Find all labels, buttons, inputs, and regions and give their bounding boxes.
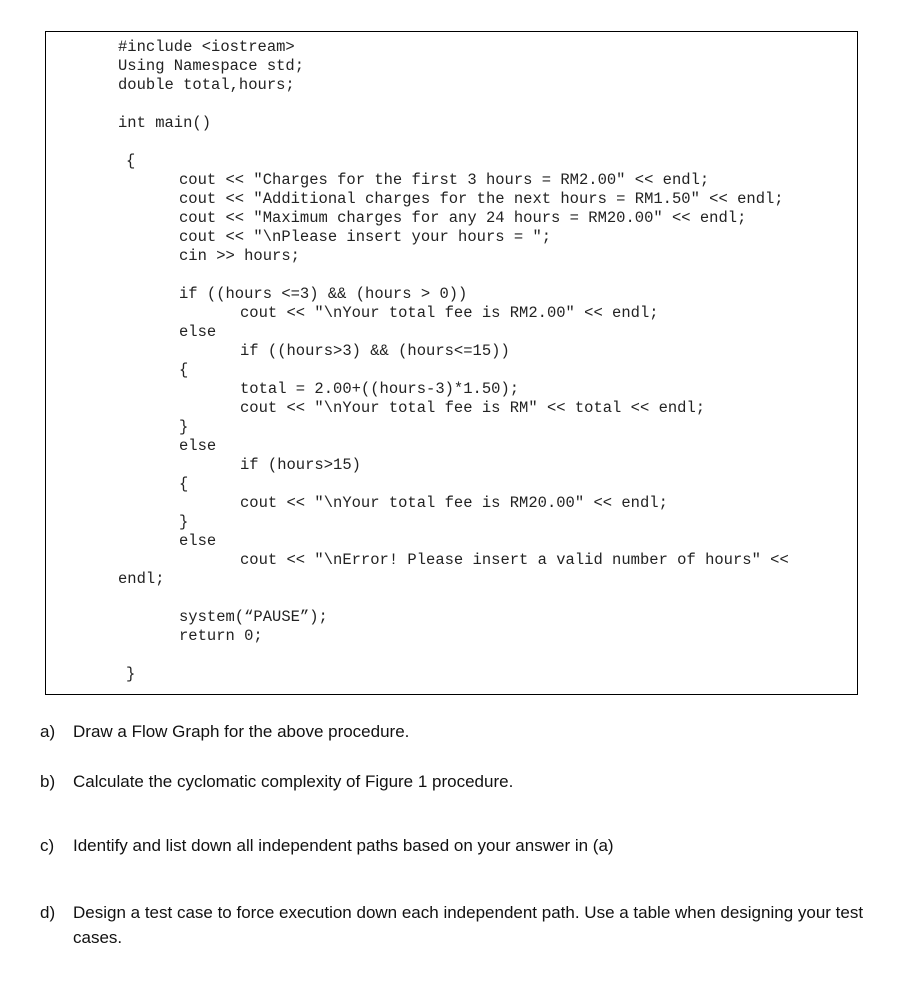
- code-line-open-brace-2: {: [179, 361, 189, 379]
- question-d-label: d): [40, 903, 56, 922]
- code-line-else-1: else: [179, 323, 217, 341]
- code-line-cout-fee-total: cout << "\nYour total fee is RM" << total << endl;: [240, 399, 706, 417]
- question-c-label: c): [40, 836, 55, 855]
- code-line-cout-fee-20: cout << "\nYour total fee is RM20.00" << endl;: [240, 494, 668, 512]
- code-line-open-brace-3: {: [179, 475, 189, 493]
- question-c-text: Identify and list down all independent paths based on your answer in (a): [73, 836, 614, 855]
- code-line-open-brace: {: [126, 152, 136, 170]
- question-a-text: Draw a Flow Graph for the above procedure.: [73, 722, 410, 741]
- code-line-cout-fee-2: cout << "\nYour total fee is RM2.00" << endl;: [240, 304, 659, 322]
- code-line-cout-error: cout << "\nError! Please insert a valid number of hours" <<: [240, 551, 789, 569]
- code-line-endl: endl;: [118, 570, 165, 588]
- code-line-cout-maximum: cout << "Maximum charges for any 24 hours = RM20.00" << endl;: [179, 209, 747, 227]
- code-line-close-brace-2: }: [179, 418, 189, 436]
- question-d-text: Design a test case to force execution down each independent path. Use a table when designing your test cases.: [73, 903, 864, 947]
- code-line-if-second: if ((hours>3) && (hours<=15)): [240, 342, 510, 360]
- code-line-cout-prompt: cout << "\nPlease insert your hours = ";: [179, 228, 552, 246]
- code-line-close-brace-3: }: [179, 513, 189, 531]
- code-line-declaration: double total,hours;: [118, 76, 295, 94]
- question-b-text: Calculate the cyclomatic complexity of Figure 1 procedure.: [73, 772, 514, 791]
- code-line-system-pause: system(“PAUSE”);: [179, 608, 328, 626]
- code-line-cout-additional: cout << "Additional charges for the next hours = RM1.50" << endl;: [179, 190, 784, 208]
- code-line-if-third: if (hours>15): [240, 456, 361, 474]
- code-line-total-calc: total = 2.00+((hours-3)*1.50);: [240, 380, 520, 398]
- code-line-include: #include <iostream>: [118, 38, 295, 56]
- code-line-main: int main(): [118, 114, 212, 132]
- code-line-close-brace: }: [126, 665, 136, 683]
- code-line-cin: cin >> hours;: [179, 247, 300, 265]
- code-line-namespace: Using Namespace std;: [118, 57, 305, 75]
- code-line-else-2: else: [179, 437, 217, 455]
- code-line-if-first: if ((hours <=3) && (hours > 0)): [179, 285, 468, 303]
- code-line-cout-charges: cout << "Charges for the first 3 hours = RM2.00" << endl;: [179, 171, 710, 189]
- code-line-return: return 0;: [179, 627, 263, 645]
- question-b-label: b): [40, 772, 56, 791]
- question-a-label: a): [40, 722, 56, 741]
- code-line-else-3: else: [179, 532, 217, 550]
